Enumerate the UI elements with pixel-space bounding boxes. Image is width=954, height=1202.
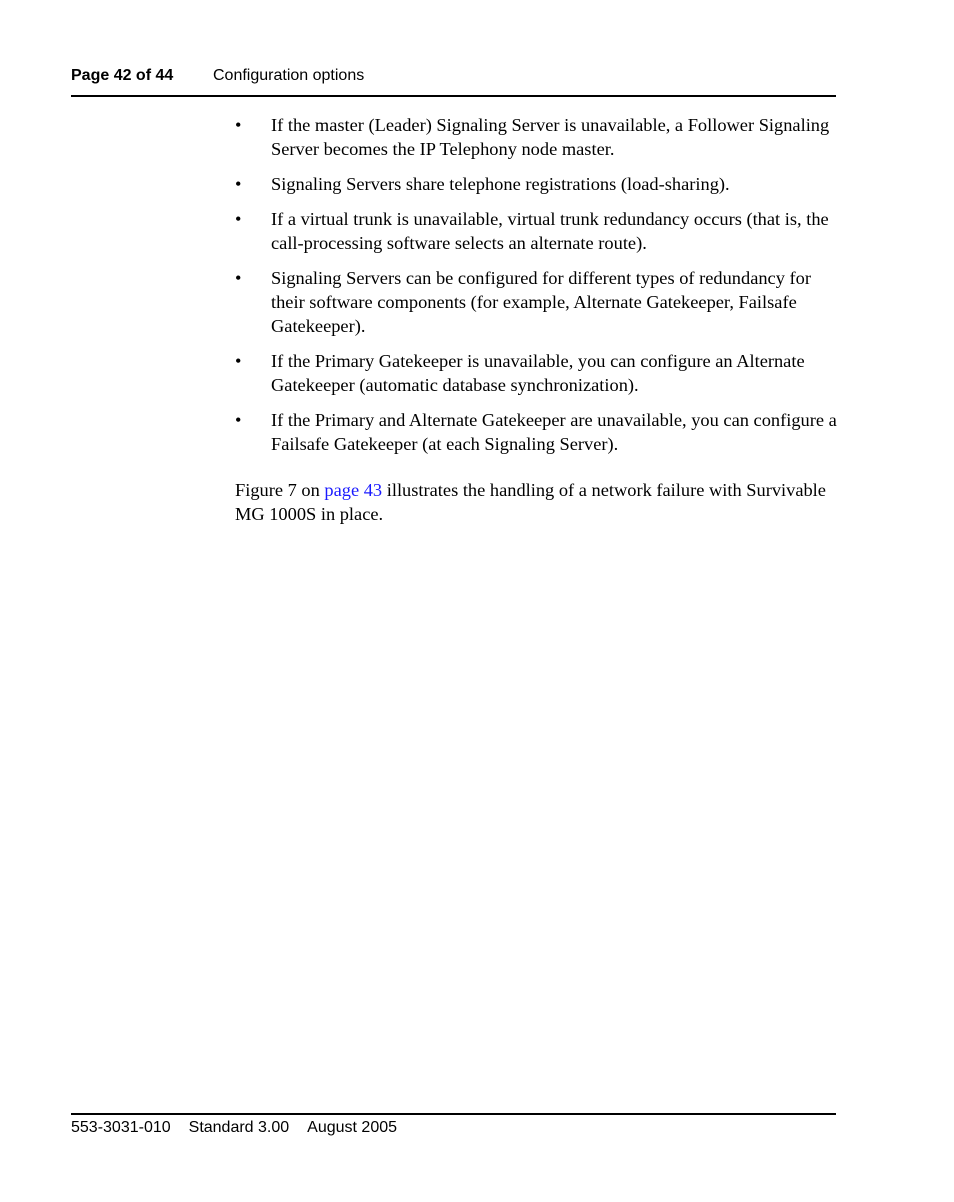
bullet-icon: •: [235, 115, 242, 135]
page-number: Page 42 of 44: [71, 67, 174, 84]
publication-date: August 2005: [307, 1119, 398, 1136]
bullet-icon: •: [235, 209, 242, 229]
bullet-icon: •: [235, 174, 242, 194]
bullet-icon: •: [235, 410, 242, 430]
paragraph-text-after: illustrates the handling of a network failure with Survivable MG 1000S in place.: [235, 480, 826, 524]
paragraph-text-before: Figure 7 on: [235, 480, 325, 500]
standard-version: Standard 3.00: [188, 1119, 290, 1136]
list-item: [235, 172, 840, 196]
list-item-text: Signaling Servers can be configured for different types of redundancy for their software components (for example, Alternate Gatekeeper, Failsafe Gatekeeper).: [271, 268, 811, 336]
list-item-text: If the Primary and Alternate Gatekeeper are unavailable, you can configure a Failsafe Gatekeeper (at each Signaling Server).: [271, 410, 837, 454]
list-item-text: If the master (Leader) Signaling Server is unavailable, a Follower Signaling Server becomes the IP Telephony node master.: [271, 115, 830, 159]
bullet-icon: •: [235, 268, 242, 288]
document-number: 553-3031-010: [71, 1119, 171, 1136]
list-item: [235, 408, 840, 456]
header-divider: [71, 95, 836, 97]
list-item: [235, 207, 840, 255]
figure-reference-paragraph: [235, 478, 835, 526]
page-43-link[interactable]: page 43: [324, 480, 383, 500]
bullet-list: [235, 113, 840, 467]
section-title: Configuration options: [213, 67, 365, 84]
list-item: [235, 266, 840, 338]
list-item-text: If the Primary Gatekeeper is unavailable, you can configure an Alternate Gatekeeper (automatic database synchronization).: [271, 351, 805, 395]
page-header: [71, 66, 836, 86]
list-item: [235, 113, 840, 161]
page-footer: [71, 1118, 415, 1138]
footer-divider: [71, 1113, 836, 1115]
bullet-icon: •: [235, 351, 242, 371]
list-item: [235, 349, 840, 397]
list-item-text: Signaling Servers share telephone registrations (load-sharing).: [271, 174, 730, 194]
list-item-text: If a virtual trunk is unavailable, virtual trunk redundancy occurs (that is, the call-processing software selects an alternate route).: [271, 209, 829, 253]
